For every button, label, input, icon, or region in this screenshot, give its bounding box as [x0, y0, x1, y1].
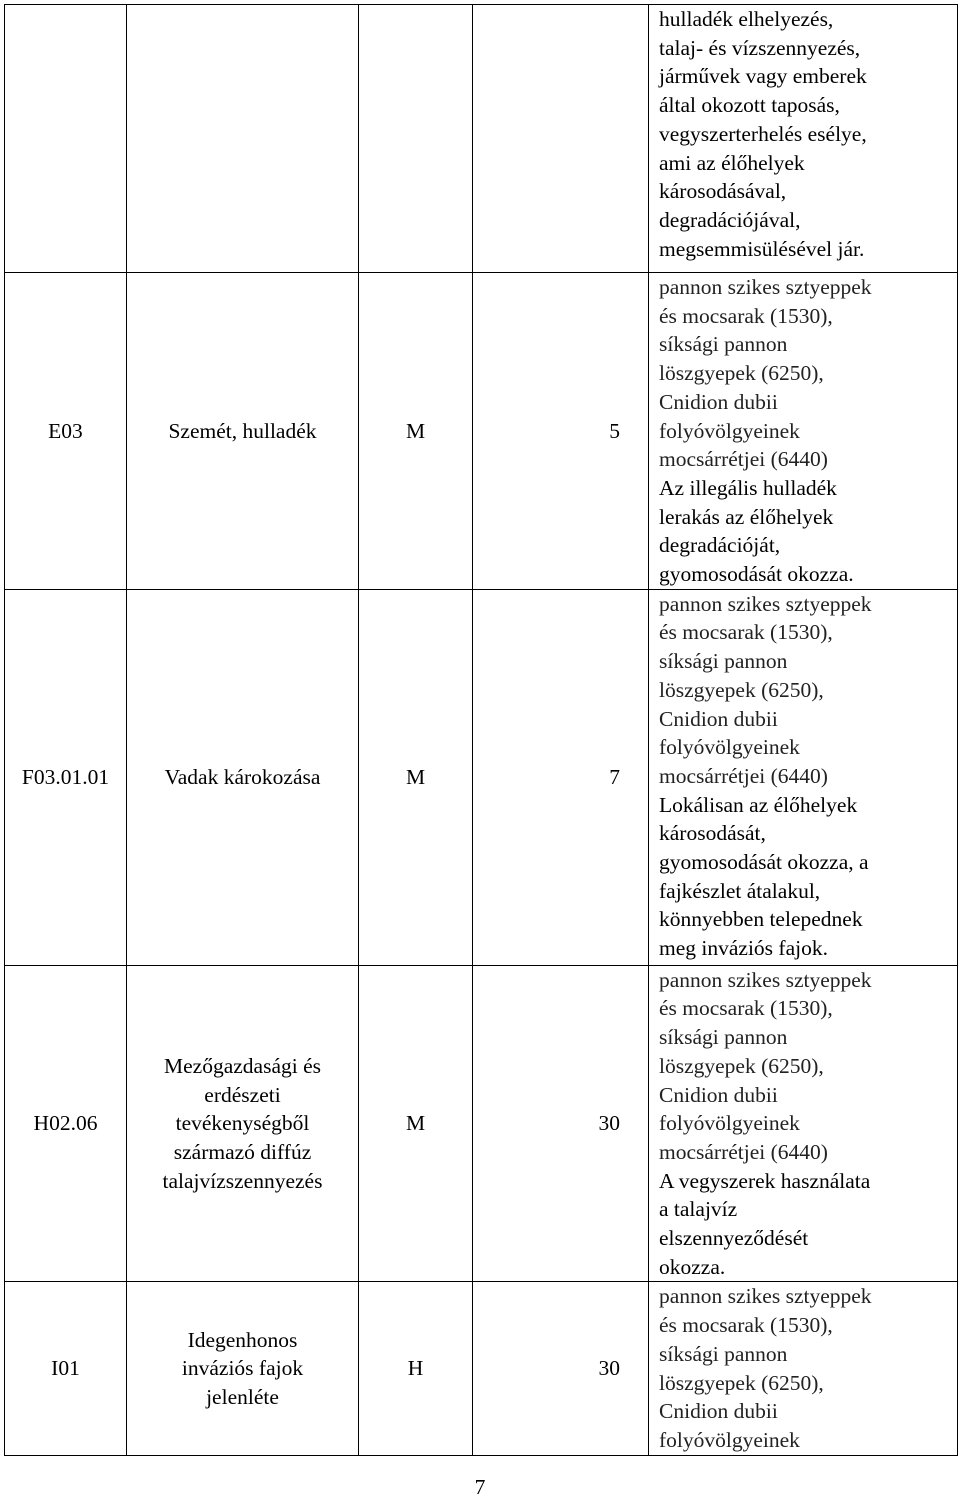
habitat-line: és mocsarak (1530), — [659, 620, 833, 645]
description-cell — [649, 273, 958, 590]
code-cell — [5, 5, 127, 273]
type-cell: M — [359, 589, 473, 965]
habitat-line: pannon szikes sztyeppek — [659, 1284, 872, 1309]
description-line: járművek vagy emberek — [659, 64, 867, 89]
code-cell: H02.06 — [5, 965, 127, 1282]
habitat-line: löszgyepek (6250), — [659, 1370, 824, 1395]
score-cell: 30 — [473, 965, 649, 1282]
habitat-line: löszgyepek (6250), — [659, 1053, 824, 1078]
habitat-line: folyóvölgyeinek — [659, 418, 800, 443]
score-cell: 7 — [473, 589, 649, 965]
threat-name-cell — [127, 273, 359, 590]
description-line: gyomosodását okozza, a — [659, 850, 869, 875]
score-cell: 30 — [473, 1282, 649, 1455]
description-cell — [649, 589, 958, 965]
code-cell: E03 — [5, 273, 127, 590]
type-cell: H — [359, 1282, 473, 1455]
description-line: által okozott taposás, — [659, 93, 840, 118]
description-line: degradációjával, — [659, 207, 801, 232]
threat-name-line: talajvízszennyezés — [162, 1168, 323, 1193]
description-cell — [649, 965, 958, 1282]
description-line: fajkészlet átalakul, — [659, 878, 821, 903]
table-row — [5, 273, 958, 590]
table-row — [5, 5, 958, 273]
habitat-line: löszgyepek (6250), — [659, 361, 824, 386]
habitat-line: folyóvölgyeinek — [659, 1427, 800, 1452]
description-cell — [649, 5, 958, 273]
description-line: hulladék elhelyezés, — [659, 7, 834, 31]
type-cell: M — [359, 965, 473, 1282]
description-line: vegyszerterhelés esélye, — [659, 121, 867, 146]
threat-name-line: Vadak károkozása — [164, 764, 321, 789]
habitat-line: és mocsarak (1530), — [659, 996, 833, 1021]
threats-table — [4, 4, 958, 1456]
habitat-line: és mocsarak (1530), — [659, 303, 833, 328]
habitat-line: síksági pannon — [659, 332, 788, 357]
habitat-line: löszgyepek (6250), — [659, 677, 824, 702]
table-row — [5, 1282, 958, 1455]
description-line: megsemmisülésével jár. — [659, 236, 865, 261]
table-row — [5, 965, 958, 1282]
threat-name-line: erdészeti — [204, 1082, 281, 1107]
description-line: degradációját, — [659, 533, 781, 558]
habitat-line: síksági pannon — [659, 1025, 788, 1050]
threat-name-line: Idegenhonos — [187, 1327, 298, 1352]
threat-name-line: jelenléte — [206, 1384, 279, 1409]
habitat-line: pannon szikes sztyeppek — [659, 591, 872, 616]
threat-name-cell — [127, 965, 359, 1282]
score-cell: 5 — [473, 273, 649, 590]
type-cell — [359, 5, 473, 273]
description-line: károsodását, — [659, 821, 766, 846]
habitat-line: Cnidion dubii — [659, 389, 778, 414]
threat-name-cell — [127, 1282, 359, 1455]
description-line: károsodásával, — [659, 179, 787, 204]
description-line: okozza. — [659, 1254, 726, 1279]
habitat-line: pannon szikes sztyeppek — [659, 275, 872, 299]
habitat-line: síksági pannon — [659, 649, 788, 674]
description-line: a talajvíz — [659, 1197, 738, 1222]
code-cell: F03.01.01 — [5, 589, 127, 965]
habitat-line: mocsárrétjei (6440) — [659, 447, 828, 472]
habitat-line: Cnidion dubii — [659, 706, 778, 731]
description-line: talaj- és vízszennyezés, — [659, 35, 861, 60]
description-line: meg inváziós fajok. — [659, 936, 828, 961]
threat-name-cell — [127, 589, 359, 965]
page-number: 7 — [474, 1475, 486, 1499]
description-line: elszennyeződését — [659, 1226, 809, 1251]
description-line: lerakás az élőhelyek — [659, 504, 834, 529]
type-cell: M — [359, 273, 473, 590]
threat-name-cell — [127, 5, 359, 273]
habitat-line: mocsárrétjei (6440) — [659, 763, 828, 788]
description-line: könnyebben telepednek — [659, 907, 863, 932]
habitat-line: pannon szikes sztyeppek — [659, 967, 872, 992]
description-line: ami az élőhelyek — [659, 150, 805, 175]
threat-name-line: Mezőgazdasági és — [164, 1053, 321, 1078]
habitat-line: folyóvölgyeinek — [659, 1111, 800, 1136]
table-row — [5, 589, 958, 965]
description-line: gyomosodását okozza. — [659, 562, 854, 587]
threat-name-line: tevékenységből — [175, 1111, 310, 1136]
score-cell — [473, 5, 649, 273]
habitat-line: Cnidion dubii — [659, 1399, 778, 1424]
description-cell — [649, 1282, 958, 1455]
habitat-line: Cnidion dubii — [659, 1082, 778, 1107]
habitat-line: és mocsarak (1530), — [659, 1313, 833, 1338]
description-line: A vegyszerek használata — [659, 1168, 871, 1193]
threat-name-line: Szemét, hulladék — [168, 418, 317, 443]
code-cell: I01 — [5, 1282, 127, 1455]
threat-name-line: származó diffúz — [173, 1139, 312, 1164]
description-line: Az illegális hulladék — [659, 475, 837, 500]
description-line: Lokálisan az élőhelyek — [659, 792, 858, 817]
threat-name-line: inváziós fajok — [181, 1356, 304, 1381]
habitat-line: síksági pannon — [659, 1341, 788, 1366]
habitat-line: folyóvölgyeinek — [659, 735, 800, 760]
habitat-line: mocsárrétjei (6440) — [659, 1139, 828, 1164]
